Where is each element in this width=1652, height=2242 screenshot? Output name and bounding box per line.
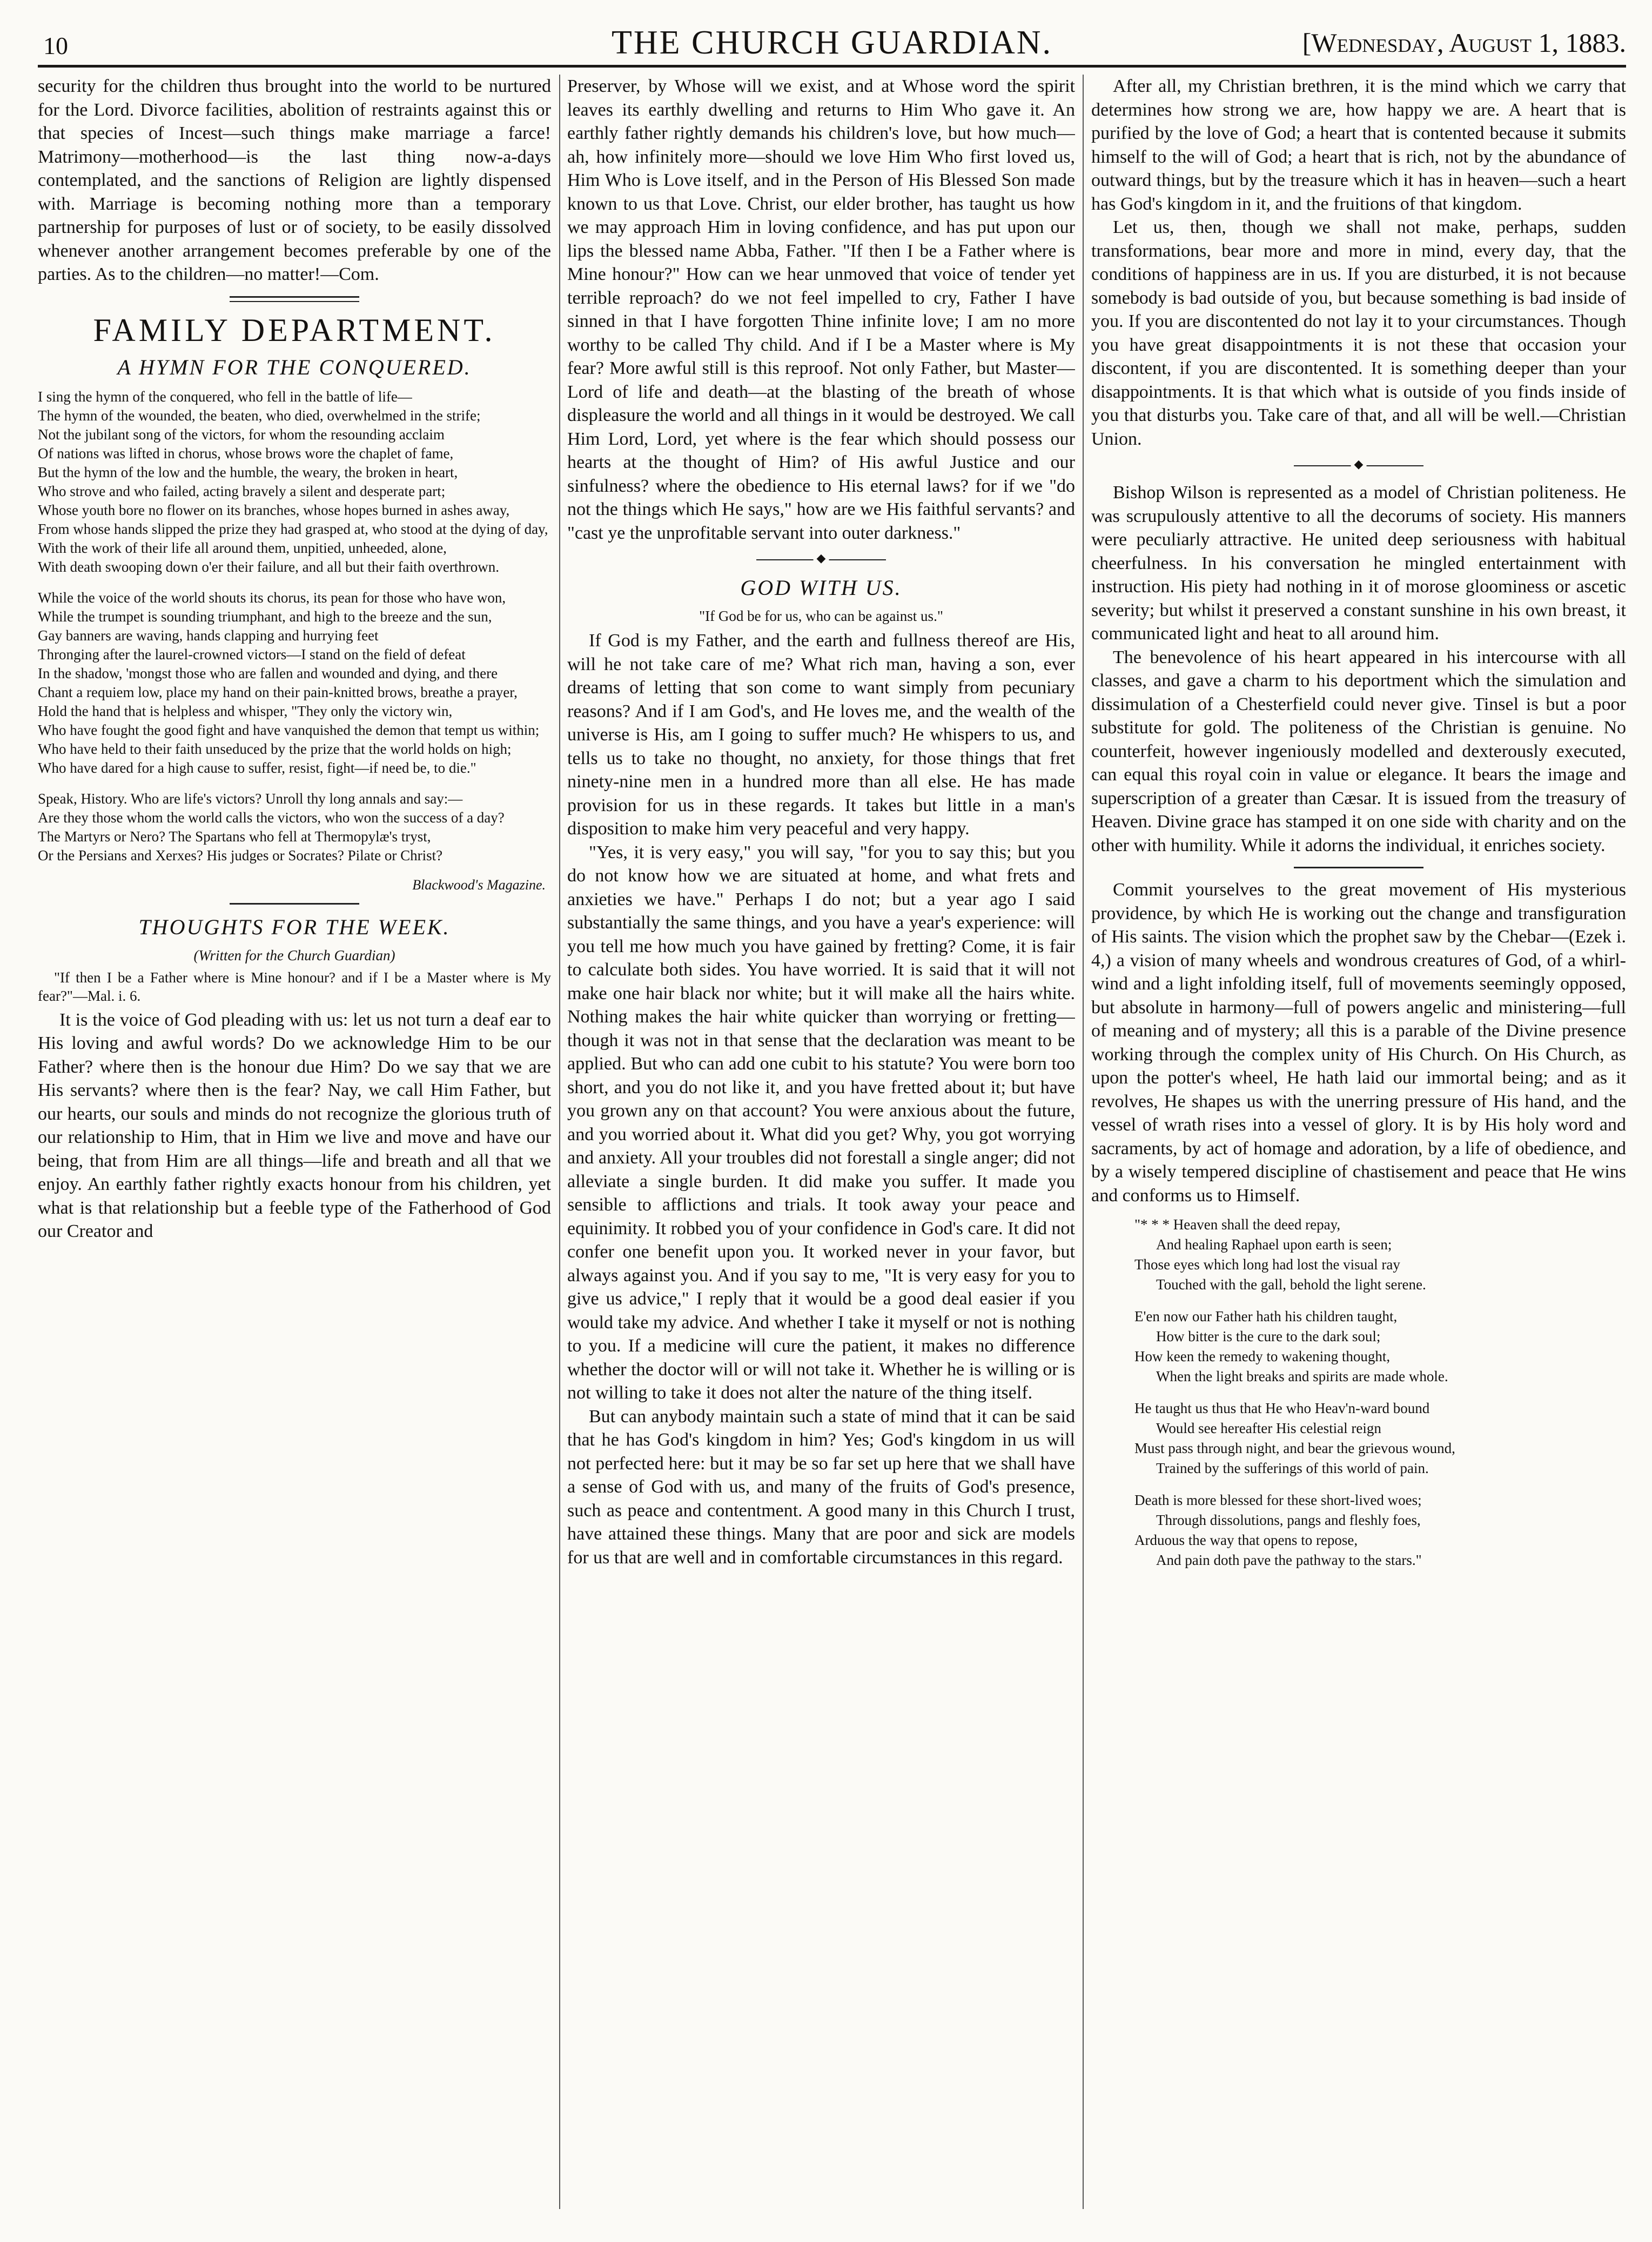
poem-stanza-4 <box>1091 1490 1626 1570</box>
hymn-stanza-2 <box>38 588 551 778</box>
thoughts-epigraph: "If then I be a Father where is Mine honour? and if I be a Master where is My fear?"—Mal. i. 6. <box>38 969 551 1004</box>
hymn-citation: Blackwood's Magazine. <box>412 876 546 893</box>
poem-stanza-3 <box>1091 1398 1626 1478</box>
poem-line: Are they those whom the world calls the victors, who won the success of a day? <box>38 809 505 826</box>
poem-line: Touched with the gall, behold the light serene. <box>1156 1276 1426 1293</box>
poem-line: The hymn of the wounded, the beaten, who died, overwhelmed in the strife; <box>38 407 481 424</box>
hymn-stanza-3 <box>38 789 551 865</box>
thoughts-title: THOUGHTS FOR THE WEEK. <box>138 914 451 939</box>
poem-line: With the work of their life all around them, unpitied, unheeded, alone, <box>38 539 447 556</box>
poem-line: Of nations was lifted in chorus, whose brows wore the chaplet of fame, <box>38 445 454 461</box>
poem-line: Would see hereafter His celestial reign <box>1156 1420 1381 1436</box>
article-paragraph: After all, my Christian brethren, it is the mind which we carry that determines how strong we are, how happy we are. A heart that is purified by the love of God; a heart that is contented because it submits himself to the will of God; a heart that is rich, not by the abundance of outward things, but by the treasure which it has in heaven—such a heart has God's kingdom in it, and the fruitions of that kingdom. <box>1091 76 1626 214</box>
article-paragraph: "Yes, it is very easy," you will say, "for you to say this; but you do not know how we are situated at home, and what frets and anxieties we have." Perhaps I do not; but a year ago I said substantially the same things, and you have a year's experience: will you tell me how much you have gained by fretting? Come, it is fair to calculate both sides. You have worried. It is said that it will not make one hair black nor white; but it will make all the hairs white. Nothing makes the hair white quicker than worrying or fretting—though it was not in that sense that the declaration was meant to be applied. But who can add one cubit to his statute? You were born too short, and you do not like it, and you have fretted about it; but have you grown any on that account? You were anxious about the future, and you worried about it. What did you get? Why, you got worrying and anxiety. All your troubles did not forestall a single anger; did not alleviate a single burden. It did make you suffer. It made you sensible to afflictions and trials. It took away your peace and equinimity. It robbed you of your confidence in God's care. It did not confer one benefit upon you. It worked never in your favor, but always against you. And if you say to me, "It is very easy for you to give us advice," I reply that it would be a good deal easier if you would take my advice. And whether I take it myself or not is nothing to you. If a medicine will cure the patient, it makes no difference whether the doctor will or will not take it. Whether he is willing or is not willing to take it does not alter the nature of the thing itself. <box>567 842 1075 1403</box>
family-department-heading: FAMILY DEPARTMENT. <box>93 312 496 348</box>
poem-line: I sing the hymn of the conquered, who fell in the battle of life— <box>38 388 412 405</box>
poem-line: From whose hands slipped the prize they had grasped at, who stood at the dying of day, <box>38 520 548 537</box>
poem-line: Death is more blessed for these short-lived woes; <box>1134 1492 1422 1508</box>
thoughts-paragraph-continued: Preserver, by Whose will we exist, and at Whose word the spirit leaves its earthly dwelling and returns to Him Who gave it. An earthly father rightly demands his children's love, but how much—ah, how infinitely more—should we love Him Who first loved us, Him Who is Love itself, and in the Person of His Blessed Son made known to us that Love. Christ, our elder brother, has taught us how we may approach Him in loving confidence, and has put upon our lips the blessed name Abba, Father. "If then I be a Father where is Mine honour?" How can we hear unmoved that voice of tender yet terrible reproach? do we not feel impelled to cry, Father I have sinned in that I have forgotten Thine infinite love; I am no more worthy to be called Thy child. And if I be a Master where is My fear? More awful still is this reproof. Not only Father, but Master—Lord of life and death—at the blasting of the breath of whose displeasure the world and all things in it would be destroyed. We call Him Lord, Lord, yet where is the fear which should possess our hearts at the thought of Him? of His awful Justice and our sinfulness? where the obedience to His eternal laws? for if we "do not the things which He says," how are we His faithful servants? and "cast ye the unprofitable servant into outer darkness." <box>567 76 1075 543</box>
poem-line: Speak, History. Who are life's victors? Unroll thy long annals and say:— <box>38 790 463 807</box>
poem-line: Who have held to their faith unseduced by the prize that the world holds on high; <box>38 740 512 757</box>
poem-line: Arduous the way that opens to repose, <box>1134 1532 1358 1548</box>
thoughts-byline: (Written for the Church Guardian) <box>193 947 395 963</box>
poem-line: E'en now our Father hath his children taught, <box>1134 1308 1398 1324</box>
poem-line: How keen the remedy to wakening thought, <box>1134 1348 1391 1364</box>
column-1 <box>38 75 551 2225</box>
bishop-wilson-paragraph: The benevolence of his heart appeared in his intercourse with all classes, and gave a charm to his deportment which the simulation and dissimulation of a Chesterfield could never give. Tinsel is but a poor substitute for gold. The politeness of the Christian is genuine. No counterfeit, however ingeniously modelled and dexterously executed, can equal this royal coin in value or elegance. It bears the image and superscription of a greater than Cæsar. It is issued from the treasury of Heaven. Divine grace has stamped it on one side with charity and on the other with humility. While it adorns the individual, it enriches society. <box>1091 647 1626 855</box>
poem-line: "* * * Heaven shall the deed repay, <box>1134 1216 1341 1233</box>
column-rule-1 <box>559 75 560 2209</box>
ornamental-separator <box>1294 460 1423 471</box>
article-paragraph: If God is my Father, and the earth and fullness thereof are His, will he not take care of me? What rich man, having a son, ever dreams of letting that son come to want simply from pecuniary reasons? And if I am God's, and He loves me, and the wealth of the universe is His, am I going to suffer much? He whispers to us, and tells us to take no thought, no anxiety, for those things that fret ninety-nine men in a hundred more than all else. He has made provision for us in these regards. It takes but little in a man's disposition to make him very peaceful and very happy. <box>567 631 1075 839</box>
masthead-title: THE CHURCH GUARDIAN. <box>611 24 1053 61</box>
god-with-us-title: GOD WITH US. <box>740 575 902 600</box>
poem-line: With death swooping down o'er their failure, and all but their faith overthrown. <box>38 558 500 575</box>
article-paragraph: Let us, then, though we shall not make, perhaps, sudden transformations, bear more and more in mind, every day, that the conditions of happiness are in us. If you are disturbed, it is not because somebody is bad outside of you, but because something is bad inside of you. If you are discontented do not lay it to your circumstances. Though you have great disappointments it is not these that occasion your discontent, if you are discontented. It is something deeper than your disappointments. It is that which what is outside of you finds inside of you that disturbs you. Take care of that, and all will be well.—Christian Union. <box>1091 217 1626 449</box>
poem-line: While the trumpet is sounding triumphant, and high to the breeze and the sun, <box>38 608 492 625</box>
poem-line: Those eyes which long had lost the visual ray <box>1134 1256 1400 1273</box>
poem-line: And healing Raphael upon earth is seen; <box>1156 1236 1392 1253</box>
separator-rule <box>230 296 359 302</box>
poem-line: Must pass through night, and bear the grievous wound, <box>1134 1440 1455 1456</box>
poem-line: While the voice of the world shouts its chorus, its pean for those who have won, <box>38 589 506 606</box>
column-2 <box>567 75 1075 2225</box>
separator-rule <box>1294 867 1423 868</box>
issue-date: [Wednesday, August 1, 1883. <box>1302 28 1626 58</box>
poem-line: Gay banners are waving, hands clapping and hurrying feet <box>38 627 379 644</box>
poem-line: Chant a requiem low, place my hand on their pain-knitted brows, breathe a prayer, <box>38 684 518 700</box>
column-3 <box>1091 75 1626 2225</box>
hymn-title: A HYMN FOR THE CONQUERED. <box>117 354 472 379</box>
poem-line: Trained by the sufferings of this world of pain. <box>1156 1460 1429 1476</box>
page-number: 10 <box>43 32 68 59</box>
god-with-us-epigraph: "If God be for us, who can be against us." <box>699 608 943 624</box>
providence-paragraph: Commit yourselves to the great movement of His mysterious providence, by which He is working out the change and transfiguration of His saints. The vision which the prophet saw by the Chebar—(Ezek i. 4,) a vision of many wheels and wondrous creatures of God, of a whirl-wind and a light infolding itself, full of movements seemingly opposed, but absolute in harmony—full of powers angelic and ministering—full of meaning and of mystery; all this is a parable of the Divine presence working through the complex unity of His Church. On His Church, as upon the potter's wheel, He hath laid our immortal being; and as it revolves, He shapes us with the unerring pressure of His hand, and the vessel of wrath rises into a vessel of glory. It is by His holy word and sacraments, by act of homage and adoration, by a life of obedience, and by a wisely tempered discipline of chastisement and peace that He wins and conforms us to Himself. <box>1091 880 1626 1206</box>
poem-line: Whose youth bore no flower on its branches, whose hopes burned in ashes away, <box>38 501 510 518</box>
poem-line: Or the Persians and Xerxes? His judges or Socrates? Pilate or Christ? <box>38 847 443 864</box>
poem-line: How bitter is the cure to the dark soul; <box>1156 1328 1381 1344</box>
bishop-wilson-paragraph: Bishop Wilson is represented as a model of Christian politeness. He was scrupulously attentive to all the decorums of society. His manners were peculiarly attractive. He united deep seriousness with habitual cheerfulness. In his conversation he mingled entertainment with instruction. His piety had nothing in it of morose gloominess or ascetic severity; but whilst it preserved a constant sunshine in his own breast, it communicated light and heat to all around him. <box>1091 483 1626 644</box>
poem-line: In the shadow, 'mongst those who are fallen and wounded and dying, and there <box>38 665 498 681</box>
poem-stanza-2 <box>1091 1307 1626 1387</box>
closing-poem <box>1091 1215 1626 1570</box>
hymn-stanza-1 <box>38 387 551 577</box>
poem-line: Hold the hand that is helpless and whisper, "They only the victory win, <box>38 702 453 719</box>
poem-line: Not the jubilant song of the victors, for whom the resounding acclaim <box>38 426 445 443</box>
page-header <box>38 19 1626 68</box>
poem-line: And pain doth pave the pathway to the stars." <box>1156 1552 1422 1568</box>
ornamental-separator <box>756 554 886 565</box>
poem-line: But the hymn of the low and the humble, the weary, the broken in heart, <box>38 464 458 480</box>
poem-line: Thronging after the laurel-crowned victors—I stand on the field of defeat <box>38 646 466 662</box>
poem-line: Who have dared for a high cause to suffer, resist, fight—if need be, to die." <box>38 759 476 776</box>
column-rule-2 <box>1083 75 1084 2209</box>
poem-line: The Martyrs or Nero? The Spartans who fell at Thermopylæ's tryst, <box>38 828 431 845</box>
hymn-poem <box>38 387 551 865</box>
poem-line: Who have fought the good fight and have vanquished the demon that tempt us within; <box>38 721 540 738</box>
poem-line: He taught us thus that He who Heav'n-ward bound <box>1134 1400 1430 1416</box>
marriage-article-end: security for the children thus brought into the world to be nurtured for the Lord. Divorce facilities, abolition of restraints against this or that species of Incest—such things make marriage a farce! Matrimony—motherhood—is the last thing now-a-days contemplated, and the sanctions of Religion are lightly dispensed with. Marriage is becoming nothing more than a temporary partnership for purposes of lust or of society, to be easily dissolved whenever another arrangement becomes preferable by one of the parties. As to the children—no matter!—Com. <box>38 76 551 284</box>
poem-stanza-1 <box>1091 1215 1626 1295</box>
article-paragraph: But can anybody maintain such a state of mind that it can be said that he has God's kingdom in him? Yes; God's kingdom in us will not perfected here: but it may be so far set up here that we shall have a sense of God with us, and many of the fruits of God's presence, such as peace and contentment. A good many in this Church I trust, have attained these things. Many that are poor and sick are models for us that are well and in comfortable circumstances in this regard. <box>567 1406 1075 1568</box>
thoughts-paragraph: It is the voice of God pleading with us: let us not turn a deaf ear to His loving and awful words? Do we acknowledge Him to be our Father? where then is the honour due Him? Do we say that we are His servants? where then is the fear? Nay, we call Him Father, but our hearts, our souls and minds do not recognize the glorious truth of our relationship to Him, that in Him we live and move and have our being, that from Him are all things—life and breath and all that we enjoy. An earthly father rightly exacts honour from his children, yet what is that relationship but a feeble type of the Fatherhood of God our Creator and <box>38 1009 551 1241</box>
poem-line: When the light breaks and spirits are made whole. <box>1156 1368 1448 1384</box>
poem-line: Through dissolutions, pangs and fleshly foes, <box>1156 1512 1421 1528</box>
poem-line: Who strove and who failed, acting bravely a silent and desperate part; <box>38 483 446 499</box>
separator-rule <box>230 903 359 905</box>
